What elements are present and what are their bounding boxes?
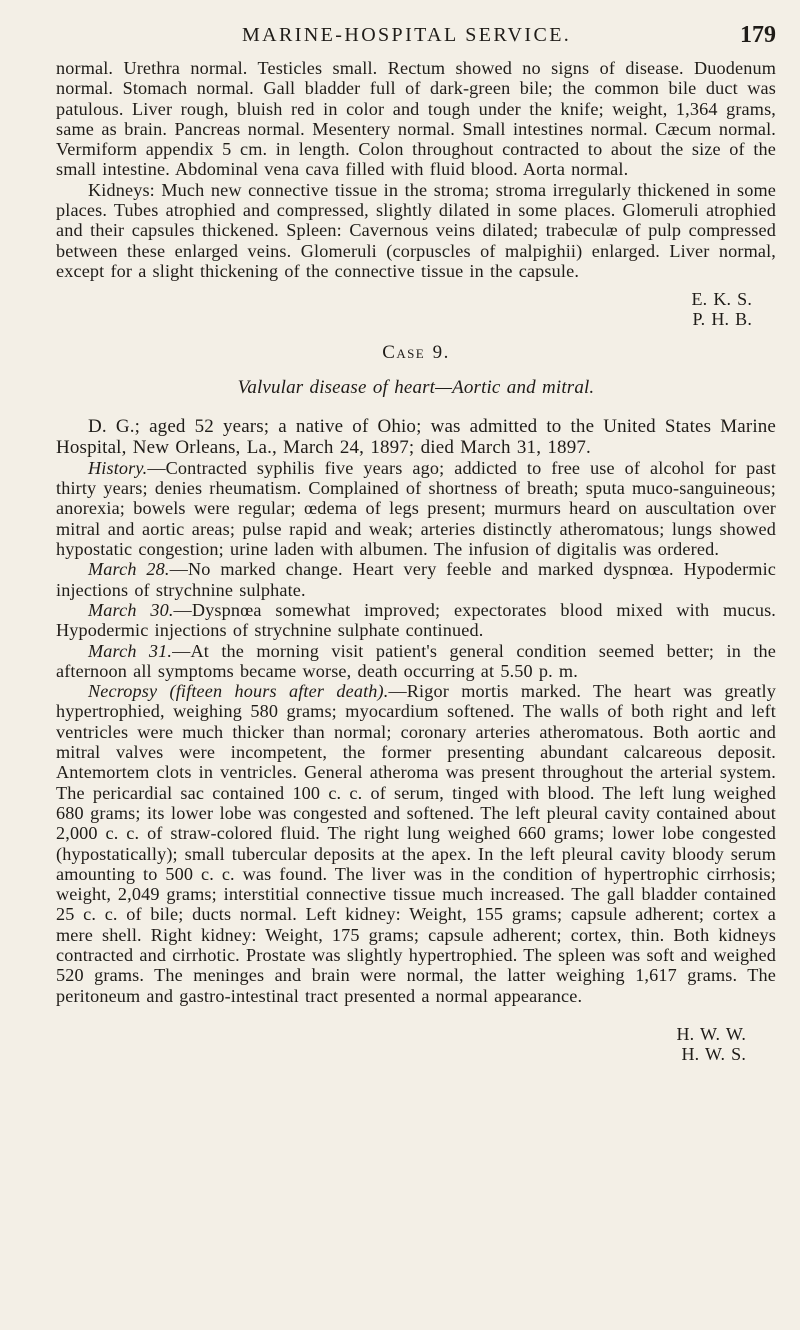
- signature-initials: P. H. B.: [692, 309, 752, 330]
- signature-initials: E. K. S.: [691, 289, 752, 310]
- signature-initials: H. W. S.: [681, 1043, 746, 1064]
- book-page: [56, 14, 776, 1064]
- march28-text: —No marked change. Heart very feeble and marked dyspnœa. Hypodermic injections of strychnine sulphate.: [56, 559, 776, 600]
- signature-initials: H. W. W.: [676, 1023, 746, 1044]
- march31-label: March 31.: [88, 640, 173, 661]
- page-number: 179: [740, 22, 776, 48]
- necropsy-text: —Rigor mortis marked. The heart was greatly hypertrophied, weighing 580 grams; myocardium softened. The walls of both right and left ventricles were much thicker than normal; coronary arteries atheromatous. Both aortic and mitral valves were incompetent, the former presenting abundant calcareous deposit. Antemortem clots in ventricles. General atheroma was present throughout the arterial system. The pericardial sac contained 100 c. c. of serum, tinged with blood. The left lung weighed 680 grams; its lower lobe was congested and softened. The left pleural cavity contained about 2,000 c. c. of straw-colored fluid. The right lung weighed 660 grams; lower lobe congested (hypostatically); small tubercular deposits at the apex. In the left pleural cavity bloody serum amounting to 500 c. c. was found. The liver was in the condition of hypertrophic cirrhosis; weight, 2,049 grams; interstitial connective tissue much increased. The gall bladder contained 25 c. c. of bile; ducts normal. Left kidney: Weight, 155 grams; capsule adherent; cortex a mere shell. Right kidney: Weight, 175 grams; capsule adherent; cortex, thin. Both kidneys contracted and cirrhotic. Prostate was slightly hypertrophied. The spleen was soft and weighed 520 grams. The meninges and brain were normal, the latter weighing 1,617 grams. The peritoneum and gastro-intestinal tract presented a normal appearance.: [56, 681, 776, 1006]
- running-title: MARINE-HOSPITAL SERVICE.: [242, 24, 572, 46]
- march30-paragraph: [56, 600, 776, 641]
- case9-signatures: [56, 1024, 776, 1064]
- patient-paragraph: D. G.; aged 52 years; a native of Ohio; was admitted to the United States Marine Hospital, New Orleans, La., March 24, 1897; died March 31, 1897.: [56, 415, 776, 458]
- case8-signatures: [56, 289, 776, 329]
- march31-paragraph: [56, 641, 776, 682]
- march30-label: March 30.: [88, 599, 174, 620]
- history-paragraph: [56, 458, 776, 559]
- case-heading: Case 9.: [382, 342, 450, 364]
- case-subtitle: Valvular disease of heart—Aortic and mitral.: [237, 376, 595, 398]
- history-text: —Contracted syphilis five years ago; addicted to free use of alcohol for past thirty years; denies rheumatism. Complained of shortness of breath; sputa muco-sanguineous; anorexia; bowels were regular; œdema of legs present; murmurs heard on auscultation over mitral and aortic areas; pulse rapid and weak; arteries distinctly atheromatous; lungs showed hypostatic congestion; urine laden with albumen. The infusion of digitalis was ordered.: [56, 457, 776, 560]
- march28-label: March 28.: [88, 559, 170, 580]
- case8-autopsy-paragraph: normal. Urethra normal. Testicles small. Rectum showed no signs of disease. Duodenum normal. Stomach normal. Gall bladder full of dark-green bile; the common bile duct was patulous. Liver rough, bluish red in color and tough under the knife; weight, 1,364 grams, same as brain. Pancreas normal. Mesentery normal. Small intestines normal. Cæcum normal. Vermiform appendix 5 cm. in length. Colon throughout contracted to about the size of the small intestine. Abdominal vena cava filled with fluid blood. Aorta normal.: [56, 58, 776, 180]
- march30-text: —Dyspnœa somewhat improved; expectorates blood mixed with mucus. Hypodermic injections of strychnine sulphate continued.: [56, 599, 776, 641]
- case8-kidneys-paragraph: Kidneys: Much new connective tissue in the stroma; stroma irregularly thickened in some places. Tubes atrophied and compressed, slightly dilated in some places. Glomeruli atrophied and their capsules thickened. Spleen: Cavernous veins dilated; trabeculæ of pulp compressed between these enlarged veins. Glomeruli (corpuscles of malpighii) enlarged. Liver normal, except for a slight thickening of the connective tissue in the capsule.: [56, 179, 776, 281]
- necropsy-label: Necropsy (fifteen hours after death).: [88, 681, 389, 702]
- march31-text: —At the morning visit patient's general condition seemed better; in the afternoon all symptoms became worse, death occurring at 5.50 p. m.: [56, 640, 776, 681]
- history-label: History.: [88, 457, 148, 478]
- necropsy-paragraph: [56, 681, 776, 1006]
- body-text: [56, 58, 776, 1064]
- running-header: [56, 14, 776, 58]
- march28-paragraph: [56, 559, 776, 600]
